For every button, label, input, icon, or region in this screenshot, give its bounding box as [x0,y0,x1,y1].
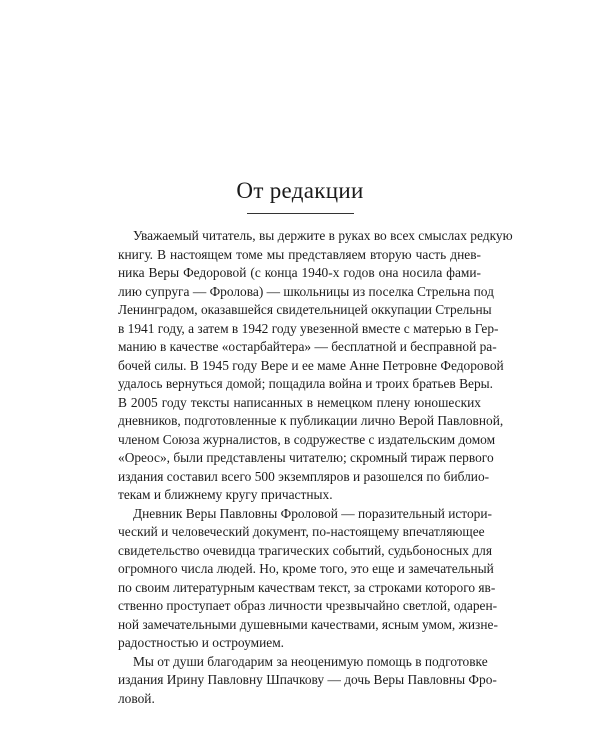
text-line: огромного числа людей. Но, кроме того, это еще и замечательный [118,561,494,576]
text-line: издания Ирину Павловну Шпачкову — дочь Веры Павловны Фро- [118,672,497,687]
text-line: В 2005 году тексты написанных в немецком плену юношеских [118,394,481,410]
text-line: издания составил всего 500 экземпляров и разошелся по библио- [118,468,490,484]
text-line: удалось вернуться домой; пощадила война и троих братьев Веры. [118,376,493,391]
text-line: ственно проступает образ личности чрезвычайно светлой, одарен- [118,598,498,613]
text-line: Ленинградом, оказавшейся свидетельницей оккупации Стрельны [118,302,492,317]
text-line: свидетельство очевидца трагических событий, судьбоносных для [118,542,492,558]
text-line: в 1941 году, а затем в 1942 году увезенной вместе с матерью в Гер- [118,320,499,336]
paragraph [118,227,513,505]
body-text [118,227,513,708]
paragraph [118,505,498,653]
text-line: ческий и человеческий документ, по-настоящему впечатляющее [118,524,485,539]
text-line: книгу. В настоящем томе мы представляем вторую часть днев- [118,246,481,262]
paragraph [118,653,497,709]
text-line: Дневник Веры Павловны Фроловой — поразительный истори- [133,505,493,521]
text-line: Мы от души благодарим за неоценимую помощь в подготовке [133,653,488,669]
text-line: ника Веры Федоровой (с конца 1940-х годов она носила фами- [118,265,481,280]
text-line: ной замечательными душевными качествами, ясным умом, жизне- [118,616,498,632]
text-line: манию в качестве «остарбайтера» — бесплатной и бесправной ра- [118,339,497,354]
text-line: радостностью и остроумием. [118,635,285,650]
page-title: От редакции [236,178,364,203]
text-line: бочей силы. В 1945 году Вере и ее маме Анне Петровне Федоровой [118,357,504,373]
text-line: ловой. [118,690,155,706]
text-line: Уважаемый читатель, вы держите в руках во всех смыслах редкую [133,228,513,243]
text-line: членом Союза журналистов, в содружестве с издательским домом [118,431,496,447]
text-line: «Ореос», были представлены читателю; скромный тираж первого [118,450,494,465]
title-underline [247,213,354,214]
text-line: дневников, подготовленные к публикации лично Верой Павловной, [118,413,504,428]
text-line: лию супруга — Фролова) — школьницы из поселка Стрельна под [118,283,494,299]
text-line: по своим литературным качествам текст, за строками которого яв- [118,579,496,595]
text-line: текам и ближнему кругу причастных. [118,487,333,502]
